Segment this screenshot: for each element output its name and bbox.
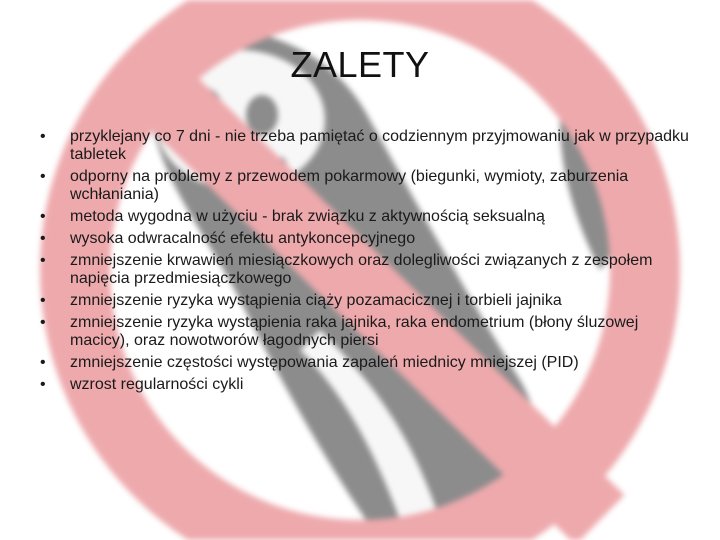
bullet-dot-icon: • <box>40 252 46 269</box>
list-item <box>40 168 690 204</box>
bullet-dot-icon: • <box>40 168 46 185</box>
list-item-text: wysoka odwracalność efektu antykoncepcyjnego <box>70 230 416 247</box>
list-item-text: wzrost regularności cykli <box>70 376 244 393</box>
bullet-dot-icon: • <box>40 292 46 309</box>
list-item <box>40 292 690 310</box>
list-item-text: odporny na problemy z przewodem pokarmowy (biegunki, wymioty, zaburzenia wchłaniania) <box>70 168 629 203</box>
list-item-text: zmniejszenie krwawień miesiączkowych oraz dolegliwości związanych z zespołem napięcia przedmiesiączkowego <box>70 252 653 287</box>
list-item <box>40 230 690 248</box>
bullet-dot-icon: • <box>40 208 46 225</box>
list-item <box>40 376 690 394</box>
list-item <box>40 354 690 372</box>
bullet-dot-icon: • <box>40 376 46 393</box>
list-item-text: zmniejszenie ryzyka wystąpienia raka jajnika, raka endometrium (błony śluzowej macicy), oraz nowotworów łagodnych piersi <box>70 314 639 349</box>
bullet-dot-icon: • <box>40 314 46 331</box>
bullet-dot-icon: • <box>40 230 46 247</box>
list-item <box>40 314 690 350</box>
list-item-text: przyklejany co 7 dni - nie trzeba pamiętać o codziennym przyjmowaniu jak w przypadku tabletek <box>70 128 689 163</box>
bullet-dot-icon: • <box>40 128 46 145</box>
bullet-list <box>40 128 690 398</box>
list-item <box>40 252 690 288</box>
list-item-text: metoda wygodna w użyciu - brak związku z aktywnością seksualną <box>70 208 545 225</box>
slide-title: ZALETY <box>290 44 430 85</box>
list-item-text: zmniejszenie częstości występowania zapaleń miednicy mniejszej (PID) <box>70 354 579 371</box>
bullet-dot-icon: • <box>40 354 46 371</box>
list-item <box>40 128 690 164</box>
list-item-text: zmniejszenie ryzyka wystąpienia ciąży pozamacicznej i torbieli jajnika <box>70 292 562 309</box>
list-item <box>40 208 690 226</box>
